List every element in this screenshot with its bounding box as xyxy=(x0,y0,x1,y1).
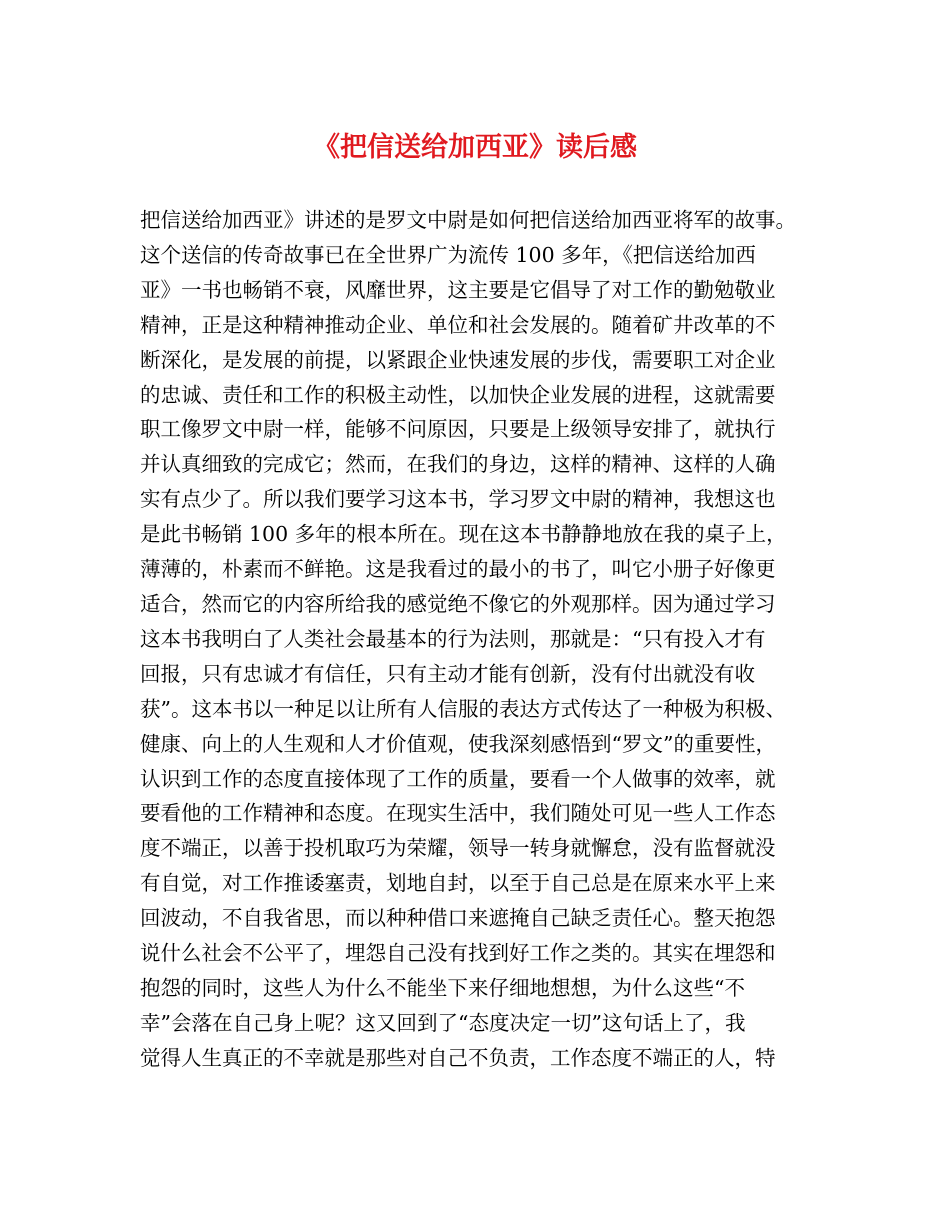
body-line: 把信送给加西亚》讲述的是罗文中尉是如何把信送给加西亚将军的故事。 xyxy=(140,208,796,232)
body-line: 这本书我明白了人类社会最基本的行为法则，那就是：“只有投入才有 xyxy=(140,626,766,651)
body-line: 幸”会落在自己身上呢？这又回到了“态度决定一切”这句话上了，我 xyxy=(140,1010,746,1035)
body-line: 适合，然而它的内容所给我的感觉绝不像它的外观那样。因为通过学习 xyxy=(140,591,776,616)
body-line: 有自觉，对工作推诿塞责，划地自封，以至于自己总是在原来水平上来 xyxy=(140,871,776,896)
body-line: 觉得人生真正的不幸就是那些对自己不负责，工作态度不端正的人，特 xyxy=(140,1045,776,1070)
document-title: 《把信送给加西亚》读后感 xyxy=(313,132,637,163)
body-line: 说什么社会不公平了，埋怨自己没有找到好工作之类的。其实在埋怨和 xyxy=(140,941,776,966)
body-line: 获”。这本书以一种足以让所有人信服的表达方式传达了一种极为积极、 xyxy=(140,696,786,721)
body-line: 抱怨的同时，这些人为什么不能坐下来仔细地想想，为什么这些“不 xyxy=(140,975,745,1000)
body-line: 回报，只有忠诚才有信任，只有主动才能有创新，没有付出就没有收 xyxy=(140,661,755,686)
body-line: 职工像罗文中尉一样，能够不问原因，只要是上级领导安排了，就执行 xyxy=(140,417,776,442)
body-line: 亚》一书也畅销不衰，风靡世界，这主要是它倡导了对工作的勤勉敬业 xyxy=(140,277,776,302)
body-line: 度不端正，以善于投机取巧为荣耀，领导一转身就懈怠，没有监督就没 xyxy=(140,836,776,861)
body-line: 这个送信的传奇故事已在全世界广为流传 100 多年，《把信送给加西 xyxy=(140,242,756,267)
body-line: 的忠诚、责任和工作的积极主动性，以加快企业发展的进程，这就需要 xyxy=(140,382,776,407)
body-line: 健康、向上的人生观和人才价值观，使我深刻感悟到“罗文”的重要性， xyxy=(140,731,776,756)
document-body xyxy=(140,203,820,1076)
body-line: 要看他的工作精神和态度。在现实生活中，我们随处可见一些人工作态 xyxy=(140,801,776,826)
body-line: 实有点少了。所以我们要学习这本书，学习罗文中尉的精神，我想这也 xyxy=(140,487,776,512)
body-line: 断深化，是发展的前提，以紧跟企业快速发展的步伐，需要职工对企业 xyxy=(140,347,776,372)
body-line: 并认真细致的完成它；然而，在我们的身边，这样的精神、这样的人确 xyxy=(140,452,776,477)
body-line: 是此书畅销 100 多年的根本所在。现在这本书静静地放在我的桌子上， xyxy=(140,522,787,547)
body-line: 精神，正是这种精神推动企业、单位和社会发展的。随着矿井改革的不 xyxy=(140,312,776,337)
body-line: 认识到工作的态度直接体现了工作的质量，要看一个人做事的效率，就 xyxy=(140,766,776,791)
body-line: 薄薄的，朴素而不鲜艳。这是我看过的最小的书了，叫它小册子好像更 xyxy=(140,557,776,582)
body-line: 回波动，不自我省思，而以种种借口来遮掩自己缺乏责任心。整天抱怨 xyxy=(140,906,776,931)
